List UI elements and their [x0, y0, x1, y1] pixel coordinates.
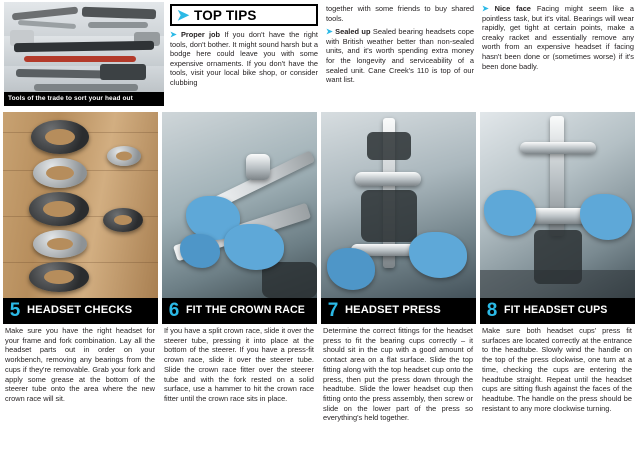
- step-title: FIT HEADSET CUPS: [504, 304, 608, 317]
- step-title: FIT THE CROWN RACE: [186, 304, 305, 317]
- step-title: HEADSET CHECKS: [27, 304, 133, 317]
- top-tips-header: [170, 4, 318, 26]
- step-body-text: Make sure both headset cups' press fit surfaces are located correctly at the entrance to the headtube. Slowly wind the handle on the top of the press clockwise, one turn at a time, checking the cups are entering the headtube straight. Repeat until the headset cups are sitting flush against the faces of the headtube. The handle on the press should be resistant to any more clockwise turning.: [482, 326, 632, 413]
- arrow-right-icon: ➤: [170, 30, 177, 39]
- arrow-right-icon: ➤: [482, 4, 489, 13]
- step-body-text: Make sure you have the right headset for your frame and fork combination. Lay all the headset parts out in order on your workbench, removing any bearings from the cups if they're removable. Grab your fork and apply some grease at the bottom of the steerer tube onto the area where the new crown race will sit.: [5, 326, 155, 403]
- step-body-7: [323, 326, 473, 423]
- arrow-right-icon: ➤: [176, 7, 190, 24]
- step-photo-7: [321, 112, 476, 298]
- tip-lead: Sealed up: [335, 27, 371, 37]
- tips-column-1: [170, 30, 318, 92]
- step-photo-8: [480, 112, 635, 298]
- step-body-6: [164, 326, 314, 404]
- step-photo-6: [162, 112, 317, 298]
- top-section: [0, 0, 640, 112]
- step-body-8: [482, 326, 632, 413]
- step-number: 5: [9, 300, 21, 321]
- tools-photo-caption: Tools of the trade to sort your head out: [4, 92, 164, 106]
- step-header-5: [3, 298, 158, 324]
- tip-paragraph: [170, 30, 318, 88]
- tips-column-3: [482, 4, 634, 75]
- tip-paragraph: [326, 27, 474, 85]
- step-header-8: [480, 298, 635, 324]
- step-title: HEADSET PRESS: [345, 304, 441, 317]
- tip-text: Facing might seem like a pointless task, but it's vital. Bearings will wear rapidly, get tight at certain points, make a creaky racket and essentially remove any worth from an expensive headset if facing hasn't been done or (sometimes worse) if it's been done badly.: [482, 4, 634, 71]
- step-header-7: [321, 298, 476, 324]
- tip-lead: Proper job: [180, 30, 221, 39]
- step-number: 7: [327, 300, 339, 321]
- tip-paragraph: [482, 4, 634, 71]
- tip-lead: Nice face: [494, 4, 531, 13]
- step-number: 6: [168, 300, 180, 321]
- step-body-text: Determine the correct fittings for the headset press to fit the bearing cups correctly – it should sit in the cup with a good amount of contact area on a flat surface. Slide the top fitting along with the top headset cup onto the press, then put the press down through the headtube. Slide the lower headset cup then fitting onto the press assembly, then screw or slide on the lower part of the press so everything's held together.: [323, 326, 473, 423]
- top-tips-title: TOP TIPS: [194, 7, 257, 23]
- arrow-right-icon: ➤: [326, 27, 333, 37]
- step-body-text: If you have a split crown race, slide it over the steerer tube, pressing it into place at the bottom of the steerer. If you have a press-fit crown race, slide it over the steerer tube. Slide the crown race fitter over the steerer tube and with the fork rested on a solid surface, use a hammer to hit the crown race fitter until the crown race sits in place.: [164, 326, 314, 403]
- photo-row: [0, 112, 640, 298]
- tip-text: Sealed bearing headsets cope with British weather better than non-sealed units, and it's worth spending extra money for the longevity and serviceability of a sealed unit. Cane Creek's 110 is top of our want list.: [326, 27, 474, 85]
- tip-paragraph-continued: together with some friends to buy shared tools.: [326, 4, 474, 23]
- step-body-5: [5, 326, 155, 404]
- step-number: 8: [486, 300, 498, 321]
- step-photo-5: [3, 112, 158, 298]
- tools-photo: [4, 2, 164, 106]
- tip-text: If you don't have the right tools, don't bother. It might sound harsh but a bodge here could leave you with some expensive ornaments. If you don't have the tools, visit your local bike shop, or consider clubbing: [170, 30, 318, 87]
- step-header-6: [162, 298, 317, 324]
- tips-column-2: [326, 4, 474, 89]
